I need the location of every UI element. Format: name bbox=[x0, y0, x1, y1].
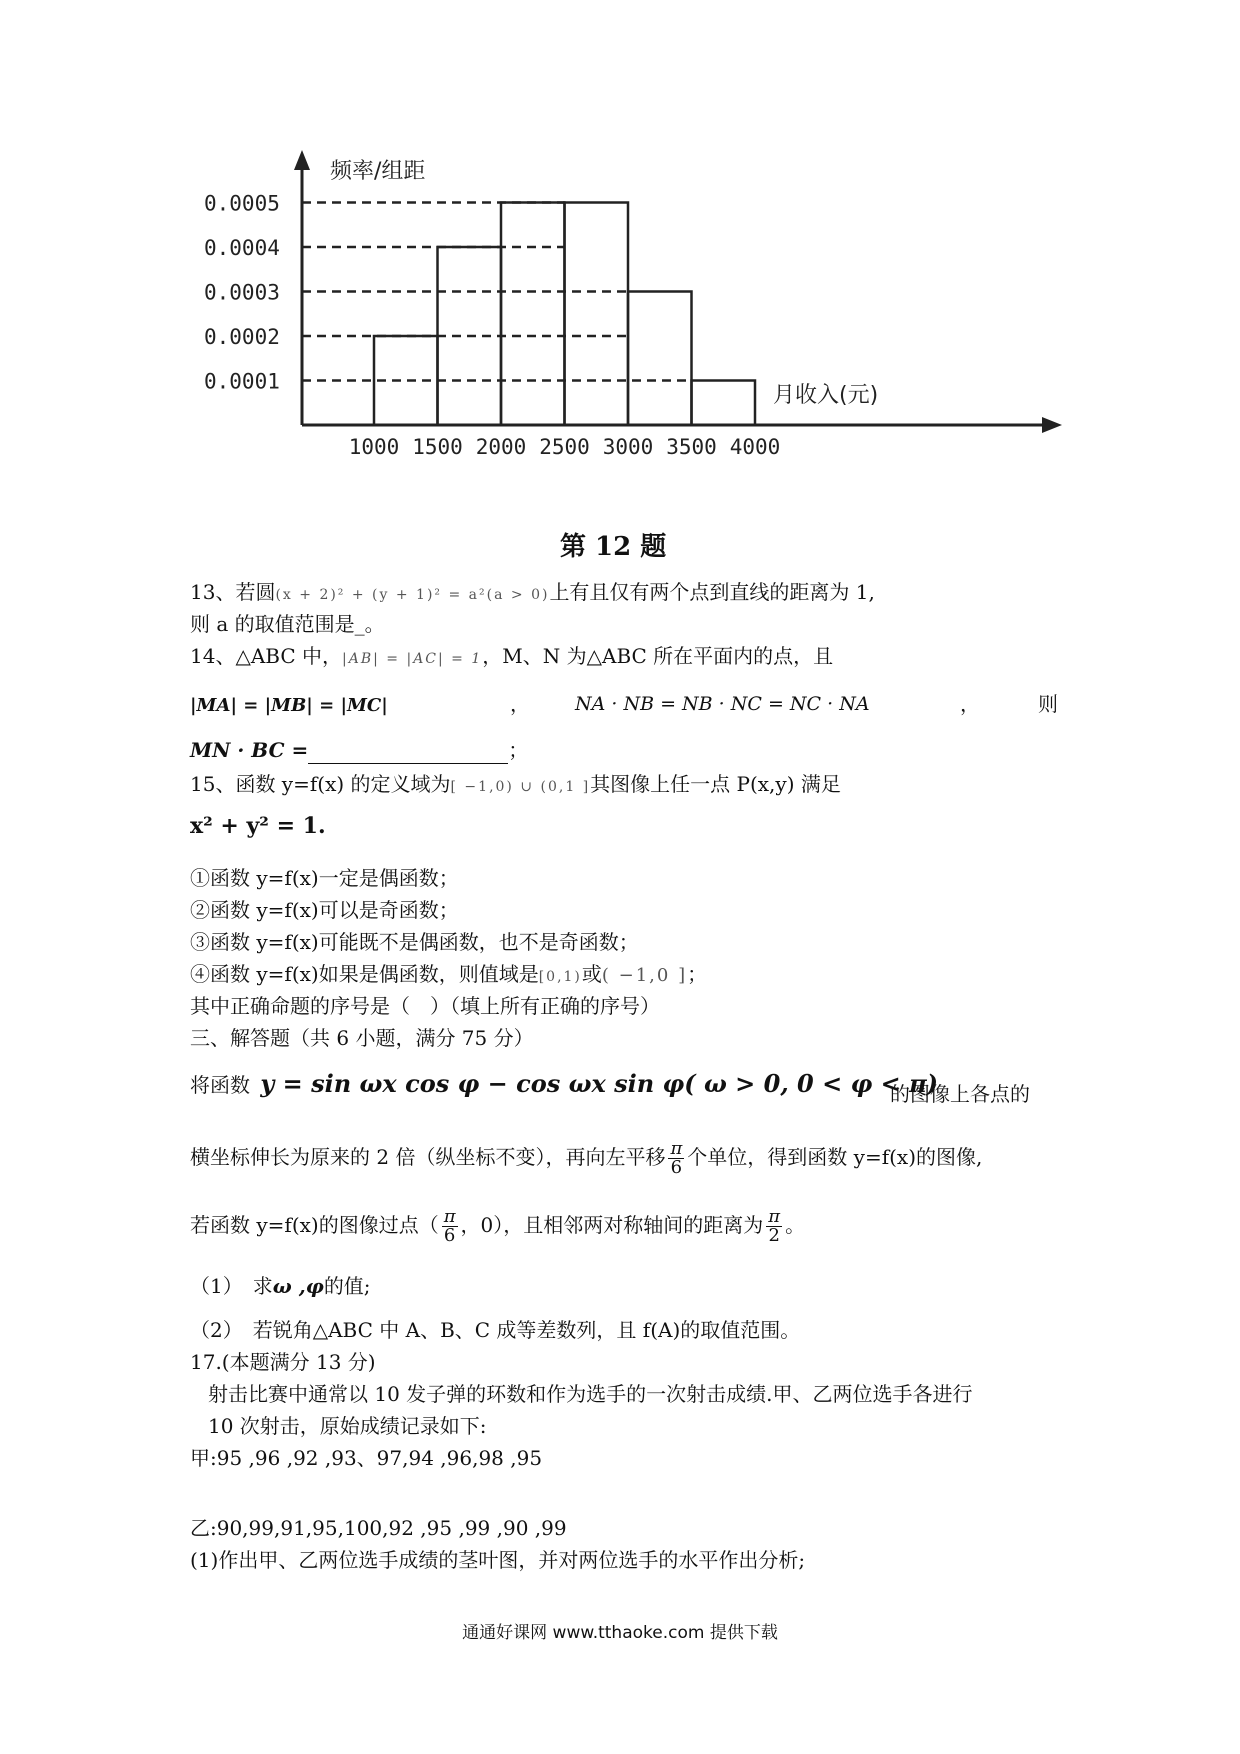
y-tick-label: 0.0002 bbox=[204, 325, 280, 349]
pi-over-2-fraction bbox=[766, 1208, 782, 1245]
q17-part1: (1)作出甲、乙两位选手成绩的茎叶图，并对两位选手的水平作出分析; bbox=[190, 1548, 806, 1572]
histogram-svg bbox=[190, 150, 1070, 570]
q16-text-g: 。 bbox=[785, 1213, 806, 1237]
q16-line1 bbox=[190, 1069, 1050, 1106]
q14-text-a: 14、△ABC 中， bbox=[190, 644, 343, 668]
q15-item3: ③函数 y=f(x)可能既不是偶函数，也不是奇函数； bbox=[190, 930, 639, 954]
fraction-denominator: 6 bbox=[443, 1225, 456, 1246]
q16-part2: （2） 若锐角△ABC 中 A、B、C 成等差数列，且 f(A)的取值范围。 bbox=[190, 1318, 801, 1342]
q16-text-f: ，0），且相邻两对称轴间的距离为 bbox=[460, 1213, 764, 1237]
q16-formula: y = sin ωx cos φ − cos ωx sin φ( ω > 0, 0 < φ < π) bbox=[260, 1069, 939, 1098]
q15-line1 bbox=[190, 770, 841, 801]
q15-text-b: 其图像上任一点 P(x,y) 满足 bbox=[590, 772, 841, 796]
q16-part1-text: （1） 求 bbox=[190, 1274, 273, 1298]
q13-text-a: 13、若圆 bbox=[190, 580, 276, 604]
q16-text-d: 个单位，得到函数 y=f(x)的图像, bbox=[687, 1145, 983, 1169]
fraction-numerator: π bbox=[443, 1206, 456, 1227]
q14-mn-equation: MN · BC = bbox=[190, 738, 309, 762]
fraction-numerator: π bbox=[670, 1138, 683, 1159]
q14-line2 bbox=[190, 690, 1058, 720]
x-axis-arrow bbox=[1042, 417, 1062, 433]
q17-yi-scores: 乙:90,99,91,95,100,92 ,95 ,99 ,90 ,99 bbox=[190, 1516, 567, 1540]
q17-jia-scores: 甲:95 ,96 ,92 ,93、97,94 ,96,98 ,95 bbox=[190, 1446, 543, 1470]
q16-text-e: 若函数 y=f(x)的图像过点（ bbox=[190, 1213, 439, 1237]
histogram-bar bbox=[628, 292, 692, 426]
q15-ask: 其中正确命题的序号是（ ）（填上所有正确的序号） bbox=[190, 994, 660, 1018]
y-tick-label: 0.0003 bbox=[204, 280, 280, 305]
x-tick-label: 3000 bbox=[602, 435, 654, 459]
q13-line1 bbox=[190, 578, 875, 609]
q14-then: 则 bbox=[1038, 692, 1058, 716]
q15-item2: ②函数 y=f(x)可以是奇函数； bbox=[190, 898, 459, 922]
q14-comma2: ， bbox=[960, 692, 980, 716]
page-footer: 通通好课网 www.tthaoke.com 提供下载 bbox=[462, 1623, 778, 1643]
q14-text-b: ，M、N 为△ABC 所在平面内的点，且 bbox=[482, 644, 834, 668]
q17-line1: 射击比赛中通常以 10 发子弹的环数和作为选手的一次射击成绩.甲、乙两位选手各进行 bbox=[208, 1382, 973, 1406]
q16-text-c: 横坐标伸长为原来的 2 倍（纵坐标不变），再向左平移 bbox=[190, 1145, 666, 1169]
q14-na-equation: NA · NB = NB · NC = NC · NA bbox=[575, 693, 870, 715]
q17-line2: 10 次射击，原始成绩记录如下: bbox=[208, 1414, 487, 1438]
q15-item4-text: ④函数 y=f(x)如果是偶函数，则值域是 bbox=[190, 962, 539, 986]
omega-phi-symbols: ω ,φ bbox=[272, 1274, 324, 1298]
q16-part1-end: 的值; bbox=[323, 1274, 371, 1298]
fraction-denominator: 2 bbox=[768, 1225, 780, 1246]
q16-line3 bbox=[190, 1208, 805, 1245]
x-tick-label: 4000 bbox=[729, 435, 781, 459]
q15-domain: [ −1,0) ∪ (0,1 ] bbox=[450, 779, 591, 795]
q15-equation: x² + y² = 1. bbox=[190, 813, 326, 839]
q14-line1 bbox=[190, 642, 833, 673]
x-axis-label: 月收入(元) bbox=[773, 383, 879, 408]
x-tick-label: 3500 bbox=[666, 435, 717, 459]
x-tick-label: 2000 bbox=[475, 435, 527, 459]
q16-part1 bbox=[190, 1272, 371, 1300]
q15-text-a: 15、函数 y=f(x) 的定义域为 bbox=[190, 772, 451, 796]
y-tick-label: 0.0004 bbox=[204, 236, 280, 260]
q13-line2: 则 a 的取值范围是_。 bbox=[190, 612, 385, 636]
q16-text-a: 将函数 bbox=[190, 1073, 250, 1097]
x-tick-label: 1000 bbox=[348, 435, 400, 459]
q14-comma: ， bbox=[510, 692, 530, 716]
pi-over-6-fraction-2 bbox=[442, 1208, 458, 1245]
x-tick-label: 1500 bbox=[412, 435, 463, 459]
fraction-denominator: 6 bbox=[670, 1157, 683, 1178]
answer-blank bbox=[308, 745, 508, 764]
q13-text-b: 上有且仅有两个点到直线的距离为 1, bbox=[549, 580, 875, 604]
q16-text-b: 的图像上各点的 bbox=[890, 1082, 1030, 1106]
y-axis-arrow bbox=[294, 150, 310, 170]
pi-over-6-fraction bbox=[668, 1140, 684, 1177]
q17-title: 17.(本题满分 13 分) bbox=[190, 1350, 376, 1374]
histogram-bar bbox=[692, 381, 756, 426]
q15-item1: ①函数 y=f(x)一定是偶函数； bbox=[190, 866, 459, 890]
section-heading: 三、解答题（共 6 小题，满分 75 分） bbox=[190, 1026, 534, 1050]
histogram-bar bbox=[501, 203, 565, 426]
q15-item4-end: ； bbox=[687, 962, 708, 986]
q14-ma-equation: |MA| = |MB| = |MC| bbox=[190, 695, 388, 716]
q16-line2 bbox=[190, 1140, 982, 1177]
q14-end: ； bbox=[508, 738, 529, 762]
x-tick-label: 2500 bbox=[539, 435, 590, 459]
q13-equation: (x + 2)² + (y + 1)² = a²(a > 0) bbox=[275, 587, 550, 603]
q15-item4 bbox=[190, 960, 707, 991]
y-tick-label: 0.0005 bbox=[204, 191, 280, 216]
y-axis-label: 频率/组距 bbox=[330, 159, 426, 184]
q14-line3 bbox=[190, 736, 528, 764]
histogram-bar bbox=[565, 203, 629, 426]
y-tick-label: 0.0001 bbox=[204, 369, 280, 394]
q15-range2: ( −1,0 ] bbox=[601, 965, 688, 986]
q15-range1: [0,1) bbox=[538, 969, 582, 985]
q15-or: 或 bbox=[581, 962, 602, 986]
figure-caption: 第 12 题 bbox=[560, 532, 667, 562]
fraction-numerator: π bbox=[768, 1206, 781, 1227]
q14-ab-equation: |AB| = |AC| = 1 bbox=[342, 651, 483, 667]
histogram-figure bbox=[190, 150, 1070, 570]
